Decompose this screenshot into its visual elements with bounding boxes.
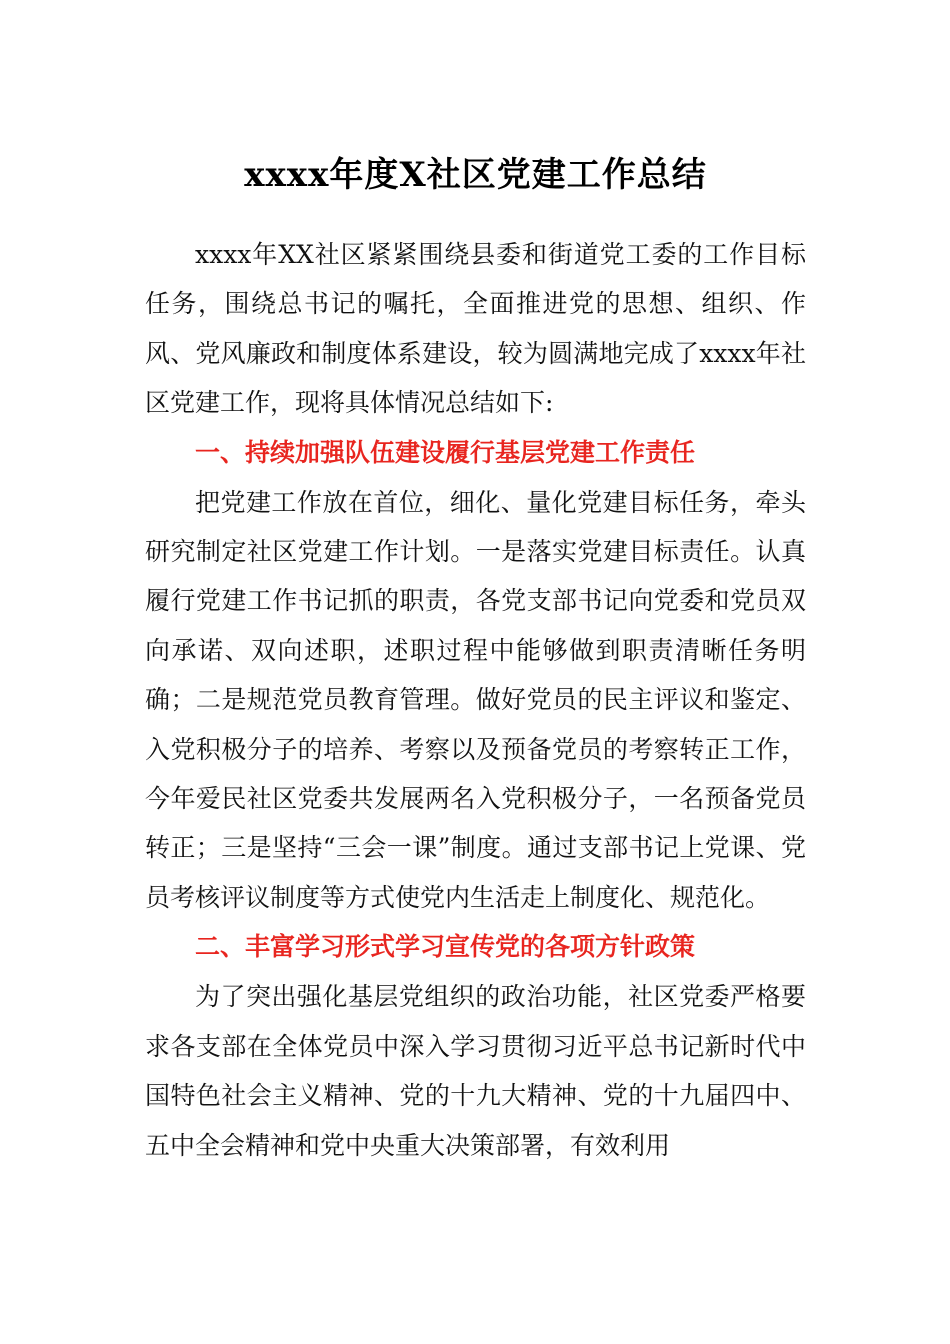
section-body-2: 为了突出强化基层党组织的政治功能，社区党委严格要求各支部在全体党员中深入学习贯彻习近平总书记新时代中国特色社会主义精神、党的十九大精神、党的十九届四中、五中全会精神和党中央重大决策部署，有效利用 bbox=[145, 982, 806, 1160]
section-heading-1: 一、持续加强队伍建设履行基层党建工作责任 bbox=[195, 437, 696, 467]
document-content bbox=[145, 150, 806, 1170]
title-spacer bbox=[145, 200, 806, 230]
section-body-1: 把党建工作放在首位，细化、量化党建目标任务，牵头研究制定社区党建工作计划。一是落实党建目标责任。认真履行党建工作书记抓的职责，各党支部书记向党委和党员双向承诺、双向述职，述职过程中能够做到职责清晰任务明确；二是规范党员教育管理。做好党员的民主评议和鉴定、入党积极分子的培养、考察以及预备党员的考察转正工作，今年爱民社区党委共发展两名入党积极分子，一名预备党员转正；三是坚持“三会一课”制度。通过支部书记上党课、党员考核评议制度等方式使党内生活走上制度化、规范化。 bbox=[145, 487, 806, 912]
section-heading-2: 二、丰富学习形式学习宣传党的各项方针政策 bbox=[195, 932, 696, 962]
intro-paragraph: xxxx年XX社区紧紧围绕县委和街道党工委的工作目标任务，围绕总书记的嘱托，全面推进党的思想、组织、作风、党风廉政和制度体系建设，较为圆满地完成了xxxx年社区党建工作，现将具体情况总结如下: bbox=[145, 240, 806, 418]
page-title: xxxx年度X社区党建工作总结 bbox=[244, 155, 707, 195]
